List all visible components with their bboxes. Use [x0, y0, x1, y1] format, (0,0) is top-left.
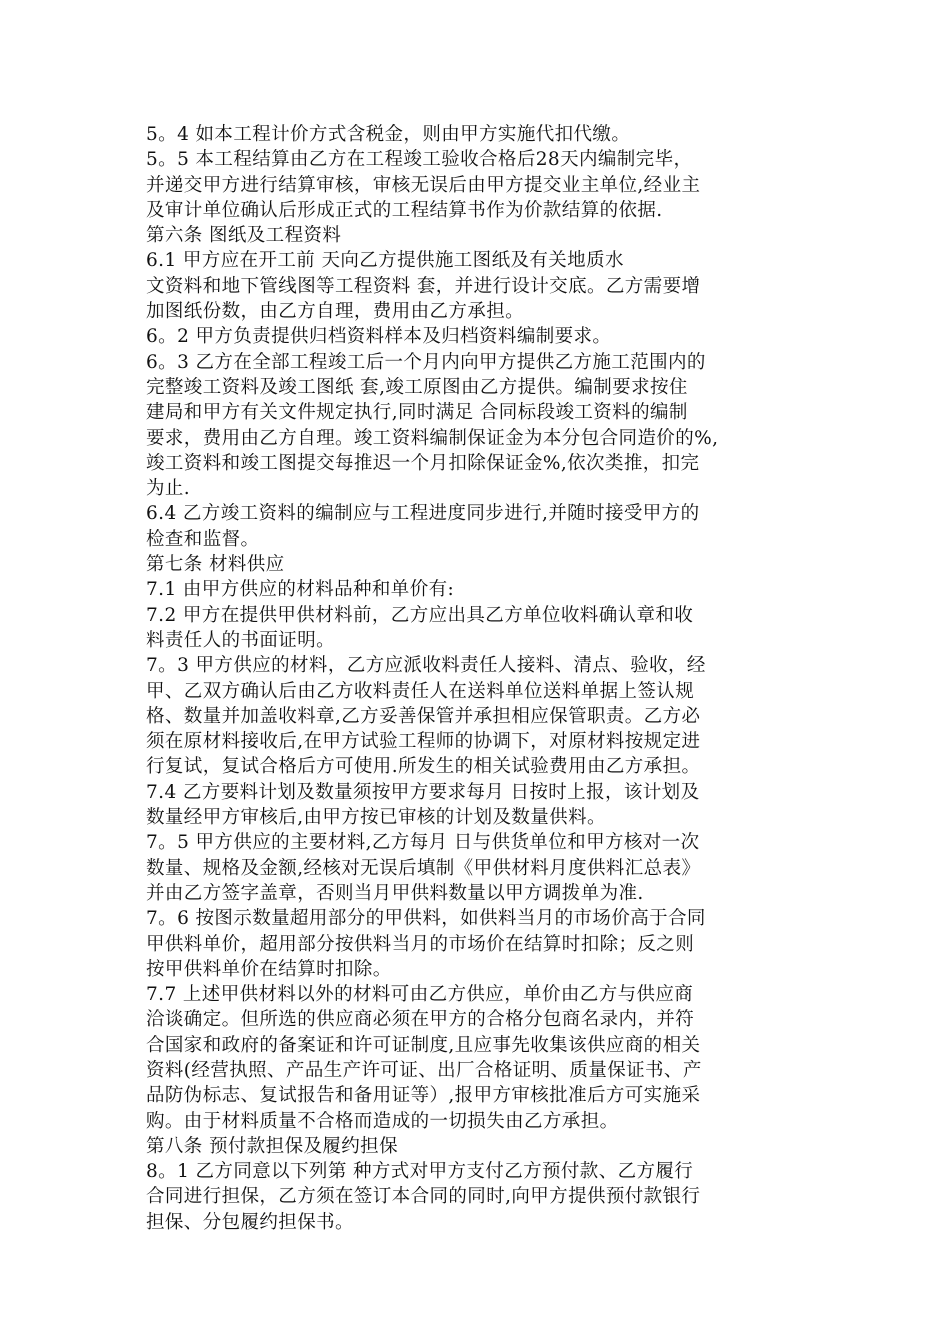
text-line: 购。由于材料质量不合格而造成的一切损失由乙方承担。	[146, 1110, 619, 1132]
text-line: 要求，费用由乙方自理。竣工资料编制保证金为本分包合同造价的%,	[146, 427, 719, 449]
text-line: 按甲供料单价在结算时扣除。	[146, 958, 392, 980]
text-line: 洽谈确定。但所选的供应商必须在甲方的合格分包商名录内，并符	[146, 1009, 695, 1031]
text-line: 担保、分包履约担保书。	[146, 1211, 354, 1233]
section-heading: 第六条 图纸及工程资料	[146, 225, 342, 247]
text-line: 7.1 由甲方供应的材料品种和单价有:	[146, 579, 455, 601]
text-line: 竣工资料和竣工图提交每推迟一个月扣除保证金%,依次类推，扣完	[146, 452, 700, 474]
text-line: 8。1 乙方同意以下列第 种方式对甲方支付乙方预付款、乙方履行	[146, 1161, 694, 1183]
text-line: 5。5 本工程结算由乙方在工程竣工验收合格后28天内编制完毕，	[146, 149, 693, 171]
text-line: 7.4 乙方要料计划及数量须按甲方要求每月 日按时上报，该计划及	[146, 781, 700, 803]
section-heading: 第八条 预付款担保及履约担保	[146, 1135, 398, 1157]
text-line: 甲、乙双方确认后由乙方收料责任人在送料单位送料单据上签认规	[146, 680, 695, 702]
text-line: 及审计单位确认后形成正式的工程结算书作为价款结算的依据.	[146, 199, 663, 221]
text-line: 并由乙方签字盖章，否则当月甲供料数量以甲方调拨单为准.	[146, 882, 644, 904]
section-heading: 第七条 材料供应	[146, 554, 285, 576]
text-line: 料责任人的书面证明。	[146, 629, 336, 651]
text-line: 7。5 甲方供应的主要材料,乙方每月 日与供货单位和甲方核对一次	[146, 832, 700, 854]
text-line: 建局和甲方有关文件规定执行,同时满足 合同标段竣工资料的编制	[146, 402, 688, 424]
text-line: 6。2 甲方负责提供归档资料样本及归档资料编制要求。	[146, 326, 612, 348]
text-line: 7。6 按图示数量超用部分的甲供料，如供料当月的市场价高于合同	[146, 908, 706, 930]
text-line: 行复试，复试合格后方可使用.所发生的相关试验费用由乙方承担。	[146, 756, 701, 778]
text-line: 须在原材料接收后,在甲方试验工程师的协调下，对原材料按规定进	[146, 731, 701, 753]
text-line: 6。3 乙方在全部工程竣工后一个月内向甲方提供乙方施工范围内的	[146, 351, 706, 373]
text-line: 为止.	[146, 478, 191, 500]
text-line: 合国家和政府的备案证和许可证制度,且应事先收集该供应商的相关	[146, 1034, 701, 1056]
text-line: 品防伪标志、复试报告和备用证等）,报甲方审核批准后方可实施采	[146, 1085, 701, 1107]
text-line: 合同进行担保，乙方须在签订本合同的同时,向甲方提供预付款银行	[146, 1186, 701, 1208]
text-line: 6.4 乙方竣工资料的编制应与工程进度同步进行,并随时接受甲方的	[146, 503, 700, 525]
text-line: 数量、规格及金额,经核对无误后填制《甲供材料月度供料汇总表》	[146, 857, 701, 879]
text-line: 7。3 甲方供应的材料，乙方应派收料责任人接料、清点、验收，经	[146, 655, 706, 677]
text-line: 资料(经营执照、产品生产许可证、出厂合格证明、质量保证书、产	[146, 1059, 702, 1081]
text-line: 6.1 甲方应在开工前 天向乙方提供施工图纸及有关地质水	[146, 250, 624, 272]
text-line: 7.2 甲方在提供甲供材料前，乙方应出具乙方单位收料确认章和收	[146, 604, 694, 626]
text-line: 完整竣工资料及竣工图纸 套,竣工原图由乙方提供。编制要求按住	[146, 376, 688, 398]
text-line: 数量经甲方审核后,由甲方按已审核的计划及数量供料。	[146, 807, 606, 829]
text-line: 甲供料单价，超用部分按供料当月的市场价在结算时扣除；反之则	[146, 933, 695, 955]
contract-text-body	[146, 122, 811, 1235]
text-line: 并递交甲方进行结算审核，审核无误后由甲方提交业主单位,经业主	[146, 174, 701, 196]
text-line: 7.7 上述甲供材料以外的材料可由乙方供应，单价由乙方与供应商	[146, 984, 694, 1006]
text-line: 文资料和地下管线图等工程资料 套，并进行设计交底。乙方需要增	[146, 275, 701, 297]
text-line: 加图纸份数，由乙方自理，费用由乙方承担。	[146, 301, 525, 323]
text-line: 检查和监督。	[146, 528, 260, 550]
text-line: 格、数量并加盖收料章,乙方妥善保管并承担相应保管职责。乙方必	[146, 705, 701, 727]
text-line: 5。4 如本工程计价方式含税金，则由甲方实施代扣代缴。	[146, 124, 631, 145]
